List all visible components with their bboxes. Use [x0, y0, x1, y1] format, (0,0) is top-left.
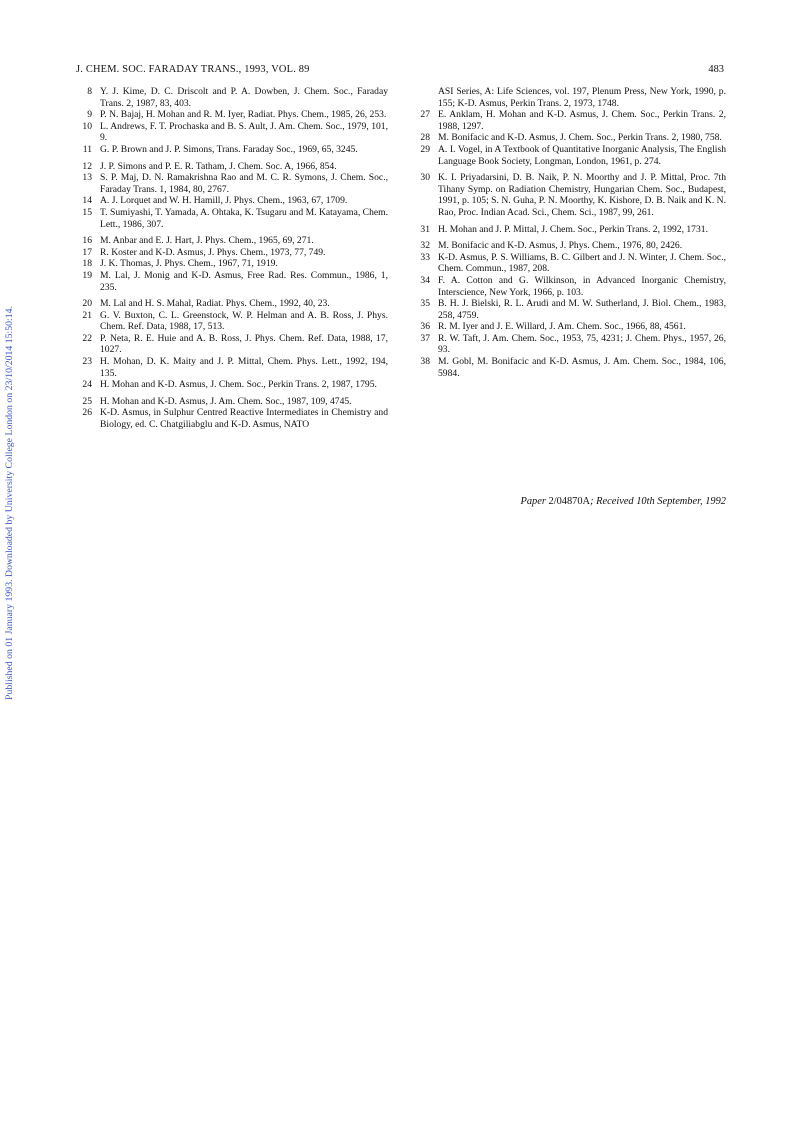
reference-number: 36	[420, 321, 430, 333]
reference-14	[76, 195, 388, 207]
reference-number: 19	[82, 269, 92, 281]
reference-number: 21	[82, 309, 92, 321]
reference-34	[414, 275, 726, 298]
reference-24	[76, 379, 388, 391]
reference-number: 12	[82, 160, 92, 172]
reference-number: 35	[420, 298, 430, 310]
paper-received-line	[414, 496, 726, 508]
page-number: 483	[708, 64, 724, 75]
reference-number: 8	[87, 86, 92, 97]
reference-number: 30	[420, 172, 430, 184]
reference-18	[76, 258, 388, 270]
reference-text: R. Koster and K-D. Asmus, J. Phys. Chem., 1973, 77, 749.	[100, 246, 326, 258]
received-date: 10th September, 1992	[636, 496, 726, 507]
reference-9	[76, 109, 388, 121]
running-header: J. CHEM. SOC. FARADAY TRANS., 1993, VOL. 89	[76, 64, 310, 75]
reference-21	[76, 310, 388, 333]
reference-text: F. A. Cotton and G. Wilkinson, in Advanced Inorganic Chemistry, Interscience, New York, 1966, p. 103.	[438, 274, 726, 298]
reference-number: 17	[82, 246, 92, 258]
reference-text: M. Bonifacic and K-D. Asmus, J. Phys. Chem., 1976, 80, 2426.	[438, 240, 683, 252]
reference-text: R. M. Iyer and J. E. Willard, J. Am. Chem. Soc., 1966, 88, 4561.	[438, 321, 686, 333]
reference-text: M. Anbar and E. J. Hart, J. Phys. Chem., 1965, 69, 271.	[100, 235, 314, 247]
reference-text: H. Mohan and K-D. Asmus, J. Am. Chem. Soc., 1987, 109, 4745.	[100, 395, 352, 407]
reference-text: R. W. Taft, J. Am. Chem. Soc., 1953, 75, 4231; J. Chem. Phys., 1957, 26, 93.	[438, 332, 726, 356]
reference-26-continuation: ASI Series, A: Life Sciences, vol. 197, Plenum Press, New York, 1990, p. 155; K-D. Asmus, Perkin Trans. 2, 1973, 1748.	[438, 86, 726, 109]
reference-25	[76, 396, 388, 408]
reference-12	[76, 161, 388, 173]
reference-15	[76, 207, 388, 230]
reference-number: 34	[420, 274, 430, 286]
reference-29	[414, 144, 726, 167]
reference-number: 38	[420, 356, 430, 368]
reference-number: 31	[420, 223, 430, 235]
reference-27	[414, 109, 726, 132]
reference-37	[414, 333, 726, 356]
reference-text: E. Anklam, H. Mohan and K-D. Asmus, J. Chem. Soc., Perkin Trans. 2, 1988, 1297.	[438, 109, 726, 132]
reference-text: J. K. Thomas, J. Phys. Chem., 1967, 71, 1919.	[100, 258, 278, 270]
reference-text: M. Gobl, M. Bonifacic and K-D. Asmus, J. Am. Chem. Soc., 1984, 106, 5984.	[438, 356, 726, 379]
reference-text: K-D. Asmus, P. S. Williams, B. C. Gilbert and J. N. Winter, J. Chem. Soc., Chem. Commun., 1987, 208.	[438, 251, 726, 275]
reference-26	[76, 407, 388, 430]
reference-number: 20	[82, 298, 92, 310]
reference-text: H. Mohan, D. K. Maity and J. P. Mittal, Chem. Phys. Lett., 1992, 194, 135.	[100, 356, 388, 379]
reference-20	[76, 298, 388, 310]
reference-number: 27	[420, 109, 430, 121]
reference-23	[76, 356, 388, 379]
reference-text: T. Sumiyashi, T. Yamada, A. Ohtaka, K. Tsugaru and M. Katayama, Chem. Lett., 1986, 307.	[100, 206, 388, 230]
references-left-column	[76, 86, 388, 431]
received-label: ; Received	[590, 496, 634, 507]
reference-number: 33	[420, 251, 430, 263]
reference-19	[76, 270, 388, 293]
paper-number: 2/04870A	[548, 496, 591, 507]
reference-text: H. Mohan and K-D. Asmus, J. Chem. Soc., Perkin Trans. 2, 1987, 1795.	[100, 379, 377, 391]
references-right-column	[414, 86, 726, 379]
reference-text: P. N. Bajaj, H. Mohan and R. M. Iyer, Radiat. Phys. Chem., 1985, 26, 253.	[100, 109, 387, 121]
reference-text: G. V. Buxton, C. L. Greenstock, W. P. Helman and A. B. Ross, J. Phys. Chem. Ref. Data, 1988, 17, 513.	[100, 309, 388, 333]
reference-number: 24	[82, 379, 92, 391]
reference-38	[414, 356, 726, 379]
reference-33	[414, 252, 726, 275]
reference-text: A. I. Vogel, in A Textbook of Quantitative Inorganic Analysis, The English Language Book Society, Longman, London, 1961, p. 274.	[438, 143, 726, 167]
reference-text: K. I. Priyadarsini, D. B. Naik, P. N. Moorthy and J. P. Mittal, Proc. 7th Tihany Symp. on Radiation Chemistry, Hungarian Chem. Soc., Budapest, 1991, p. 105; S. N. Guha, P. N. Moorthy, K. Kishore, D. B. Naik and K. N. Rao, Proc. Indian Acad. Sci., Chem. Sci., 1987, 99, 261.	[438, 172, 726, 218]
reference-number: 14	[82, 195, 92, 207]
reference-text: M. Lal, J. Monig and K-D. Asmus, Free Rad. Res. Commun., 1986, 1, 235.	[100, 269, 388, 293]
reference-text: S. P. Maj, D. N. Ramakrishna Rao and M. C. R. Symons, J. Chem. Soc., Faraday Trans. 1, 1984, 80, 2767.	[100, 172, 388, 195]
reference-text: H. Mohan and J. P. Mittal, J. Chem. Soc., Perkin Trans. 2, 1992, 1731.	[438, 223, 708, 235]
reference-number: 28	[420, 132, 430, 144]
reference-11	[76, 144, 388, 156]
reference-number: 26	[82, 407, 92, 419]
reference-text: B. H. J. Bielski, R. L. Arudi and M. W. Sutherland, J. Biol. Chem., 1983, 258, 4759.	[438, 298, 726, 321]
reference-text: M. Lal and H. S. Mahal, Radiat. Phys. Chem., 1992, 40, 23.	[100, 298, 330, 310]
download-watermark-container	[4, 240, 16, 700]
reference-text: L. Andrews, F. T. Prochaska and B. S. Ault, J. Am. Chem. Soc., 1979, 101, 9.	[100, 120, 388, 144]
reference-8	[76, 86, 388, 109]
reference-number: 23	[82, 356, 92, 368]
reference-text: J. P. Simons and P. E. R. Tatham, J. Chem. Soc. A, 1966, 854.	[100, 160, 337, 172]
reference-32	[414, 240, 726, 252]
reference-text: Y. J. Kime, D. C. Driscolt and P. A. Dowben, J. Chem. Soc., Faraday Trans. 2, 1987, 83, 403.	[100, 86, 388, 109]
reference-number: 32	[420, 240, 430, 252]
reference-13	[76, 172, 388, 195]
reference-number: 18	[82, 258, 92, 270]
reference-number: 25	[82, 395, 92, 407]
reference-number: 16	[82, 235, 92, 247]
reference-text: M. Bonifacic and K-D. Asmus, J. Chem. Soc., Perkin Trans. 2, 1980, 758.	[438, 132, 722, 144]
reference-17	[76, 247, 388, 259]
reference-number: 9	[87, 109, 92, 121]
reference-30	[414, 172, 726, 218]
reference-number: 37	[420, 332, 430, 344]
reference-text: G. P. Brown and J. P. Simons, Trans. Faraday Soc., 1969, 65, 3245.	[100, 143, 358, 155]
reference-number: 10	[82, 120, 92, 132]
download-watermark[interactable]: Published on 01 January 1993. Downloaded by University College London on 23/10/2014 15:50:14.	[4, 305, 15, 700]
reference-number: 22	[82, 332, 92, 344]
reference-text: K-D. Asmus, in Sulphur Centred Reactive Intermediates in Chemistry and Biology, ed. C. Chatgiliabglu and K-D. Asmus, NATO	[100, 407, 388, 431]
reference-16	[76, 235, 388, 247]
reference-text: P. Neta, R. E. Huie and A. B. Ross, J. Phys. Chem. Ref. Data, 1988, 17, 1027.	[100, 332, 388, 356]
reference-28	[414, 132, 726, 144]
reference-number: 29	[420, 143, 430, 155]
reference-number: 13	[82, 172, 92, 184]
reference-35	[414, 298, 726, 321]
reference-10	[76, 121, 388, 144]
reference-text: A. J. Lorquet and W. H. Hamill, J. Phys. Chem., 1963, 67, 1709.	[100, 195, 348, 207]
reference-number: 11	[82, 143, 92, 155]
reference-31	[414, 224, 726, 236]
reference-22	[76, 333, 388, 356]
paper-label: Paper	[520, 496, 546, 507]
reference-36	[414, 321, 726, 333]
reference-number: 15	[82, 206, 92, 218]
